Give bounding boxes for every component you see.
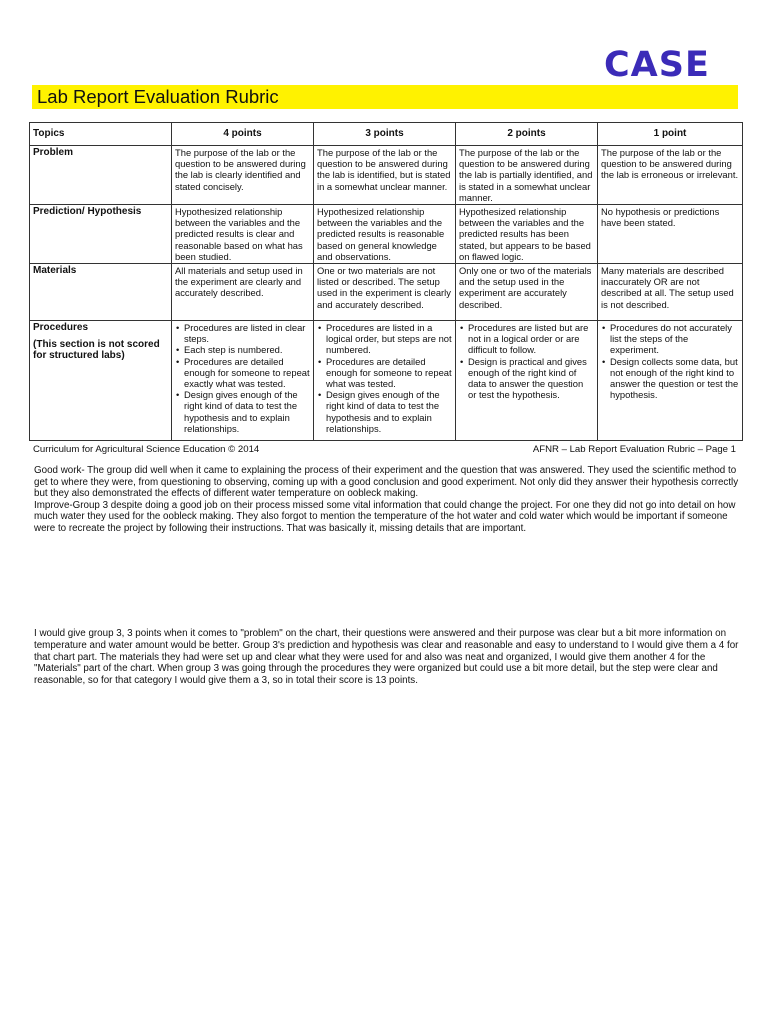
topic-cell: Prediction/ Hypothesis (30, 205, 172, 264)
column-header-1-point: 1 point (598, 123, 743, 146)
rubric-cell: No hypothesis or predictions have been stated. (598, 205, 743, 264)
list-item: • Procedures are listed in a logical order, but steps are not numbered. (326, 322, 452, 356)
column-header-3-points: 3 points (314, 123, 456, 146)
topic-cell: Problem (30, 146, 172, 205)
table-row-materials (30, 264, 743, 321)
list-item: • Design gives enough of the right kind of data to test the hypothesis and to explain relationships. (326, 389, 452, 434)
topic-note: (This section is not scored for structured labs) (33, 339, 160, 362)
improve-paragraph: Improve-Group 3 despite doing a good job on their process missed some vital information that could change the project. For one they did not go into detail on how much water they used for the oobleck making. They also forgot to mention the temperature of the hot water and cold water which would be important if someone were to recreate the project by following their instructions. That was basically it, missing details that are important. (34, 499, 736, 534)
topic-label: Procedures (33, 322, 89, 334)
list-item: • Procedures are detailed enough for someone to repeat what was tested. (326, 356, 452, 390)
comments-section (34, 465, 740, 535)
title-bar (32, 85, 738, 109)
list-item: • Procedures do not accurately list the steps of the experiment. (610, 322, 739, 356)
page-title: Lab Report Evaluation Rubric (37, 86, 279, 107)
topic-cell (30, 321, 172, 441)
rubric-header-row (30, 123, 743, 146)
rubric-cell: The purpose of the lab or the question to be answered during the lab is partially identified, and is stated in a somewhat unclear manner. (456, 146, 598, 205)
rubric-cell: Hypothesized relationship between the variables and the predicted results is clear and reasonable based on what has been studied. (172, 205, 314, 264)
rubric-cell (314, 321, 456, 441)
rubric-cell: Hypothesized relationship between the variables and the predicted results has been stated, but appears to be based on flawed logic. (456, 205, 598, 264)
topic-cell: Materials (30, 264, 172, 321)
rubric-cell (172, 321, 314, 441)
rubric-cell: The purpose of the lab or the question to be answered during the lab is clearly identified and stated concisely. (172, 146, 314, 205)
rubric-cell: Hypothesized relationship between the variables and the predicted results is reasonable based on general knowledge and observations. (314, 205, 456, 264)
list-item: • Procedures are listed in clear steps. (184, 322, 310, 344)
list-item: • Procedures are listed but are not in a logical order or are difficult to follow. (468, 322, 594, 356)
rubric-cell: All materials and setup used in the experiment are clearly and accurately described. (172, 264, 314, 321)
footer-page-label: AFNR – Lab Report Evaluation Rubric – Page 1 (532, 444, 736, 455)
grading-section (34, 628, 740, 687)
footer-copyright: Curriculum for Agricultural Science Education © 2014 (33, 444, 260, 455)
table-row-problem (30, 146, 743, 205)
column-header-4-points: 4 points (172, 123, 314, 146)
rubric-table (29, 122, 743, 441)
list-item: • Design is practical and gives enough of the right kind of data to answer the question or test the hypothesis. (468, 356, 594, 401)
good-work-paragraph: Good work- The group did well when it came to explaining the process of their experiment and the question that was answered. They used the scientific method to get to where they were, from questioning to observing, coming up with a good conclusion and good experiment. Not only did they answer their hypothesis correctly but they also demonstrated the effects of different water temperature on oobleck making. (34, 465, 739, 500)
rubric-cell: The purpose of the lab or the question to be answered during the lab is identified, but is stated in a somewhat unclear manner. (314, 146, 456, 205)
column-header-2-points: 2 points (456, 123, 598, 146)
rubric-cell (598, 321, 743, 441)
rubric-cell (456, 321, 598, 441)
rubric-cell: The purpose of the lab or the question to be answered during the lab is erroneous or irrelevant. (598, 146, 743, 205)
grading-paragraph: I would give group 3, 3 points when it comes to "problem" on the chart, their questions were answered and their purpose was clear but a bit more information on temperature and water amount would be better. Group 3's prediction and hypothesis was clear and reasonable and easy to understand to I would give them a 4 for that chart part. The materials they had were set up and clear what they were used for and also was neat and organized, I would give them another 4 for the "Materials" part of the chart. When group 3 was going through the procedures they were organized but could use a bit more detail, but the step were clear and reasonable, so for that category I would give them a 3, so in total their score is 13 points. (34, 628, 739, 687)
list-item: • Design collects some data, but not enough of the right kind to answer the question or test the hypothesis. (610, 356, 739, 401)
list-item: • Each step is numbered. (184, 344, 310, 355)
rubric-cell: Only one or two of the materials and the setup used in the experiment are accurately described. (456, 264, 598, 321)
list-item: • Procedures are detailed enough for someone to repeat exactly what was tested. (184, 356, 310, 390)
table-row-procedures (30, 321, 743, 441)
column-header-topics: Topics (30, 123, 172, 146)
table-row-prediction (30, 205, 743, 264)
case-logo: CASE (604, 45, 710, 85)
rubric-cell: One or two materials are not listed or described. The setup used in the experiment is clearly and accurately described. (314, 264, 456, 321)
list-item: • Design gives enough of the right kind of data to test the hypothesis and to explain relationships. (184, 389, 310, 434)
rubric-cell: Many materials are described inaccurately OR are not described at all. The setup used is not described. (598, 264, 743, 321)
